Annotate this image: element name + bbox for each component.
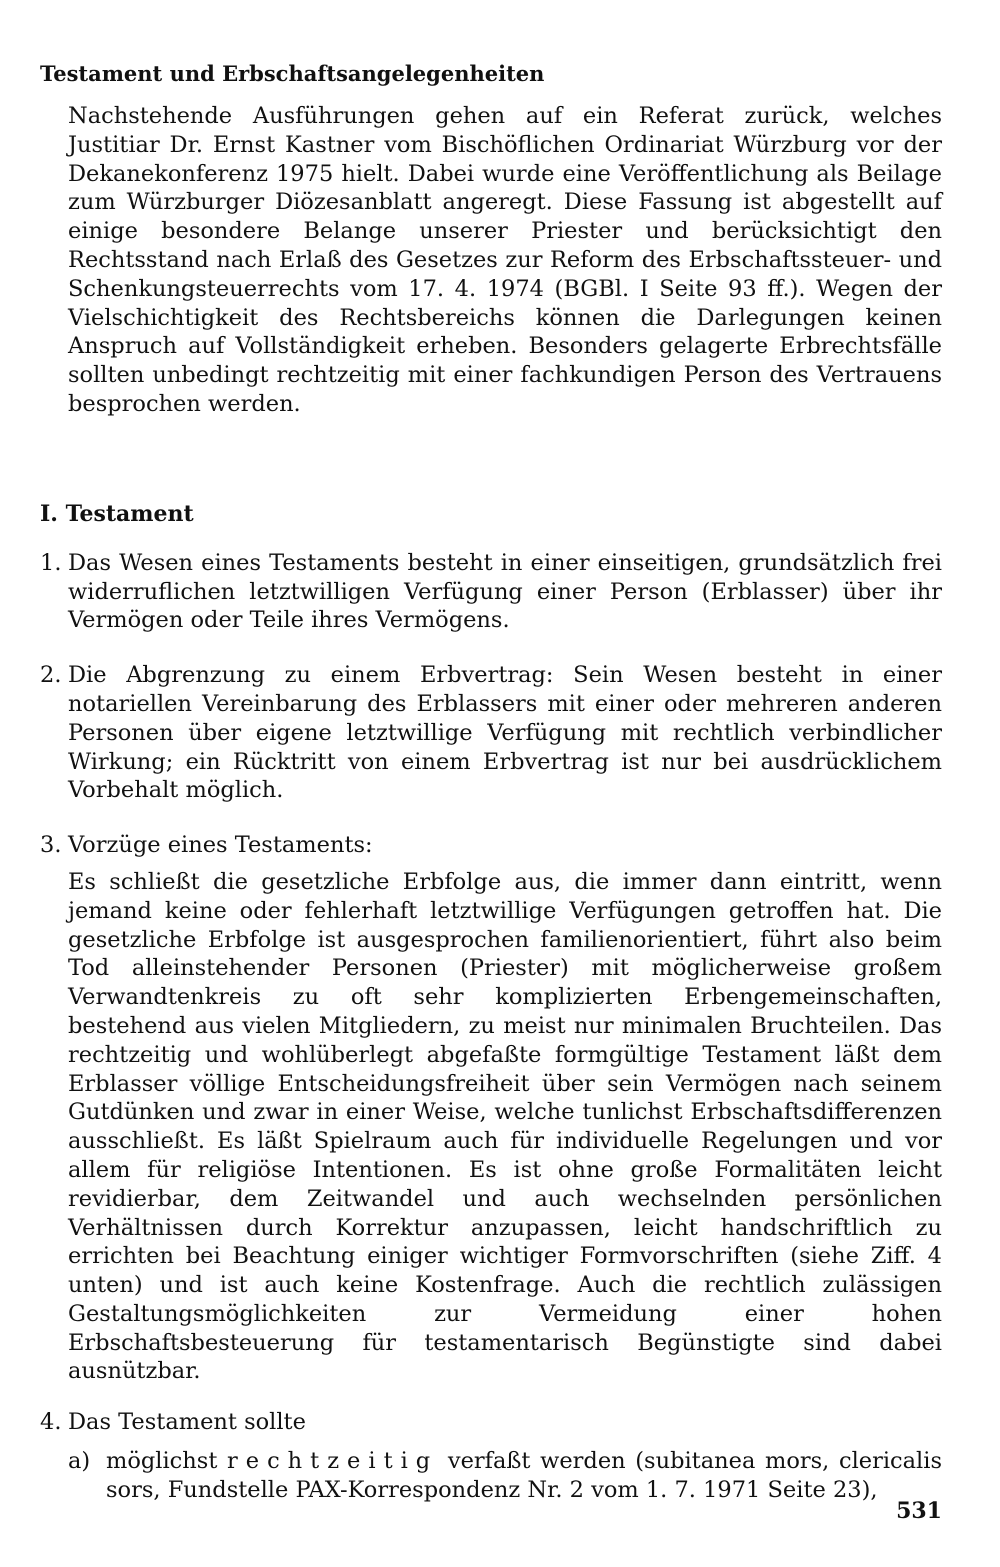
- item-number: 1.: [40, 549, 62, 576]
- intro-paragraph: Nachstehende Ausführungen gehen auf ein Referat zurück, welches Justitiar Dr. Ernst Kastner vom Bischöflichen Ordinariat Würzburg vor der Dekanekonferenz 1975 hielt. Dabei wurde eine Veröffentlichung als Beilage zum Würzburger Diözesanblatt angeregt. Diese Fassung ist abgestellt auf einige besondere Belange unserer Priester und berücksichtigt den Rechtsstand nach Erlaß des Gesetzes zur Reform des Erbschaftssteuer- und Schenkungsteuerrechts vom 17. 4. 1974 (BGBl. I Seite 93 ff.). Wegen der Vielschichtigkeit des Rechtsbereichs können die Darlegungen keinen Anspruch auf Vollständigkeit erheben. Besonders gelagerte Erbrechtsfälle sollten unbedingt rechtzeitig mit einer fachkundigen Person des Vertrauens besprochen werden.: [68, 103, 942, 417]
- list-item-1: [40, 549, 942, 635]
- page-number: 531: [896, 1498, 942, 1524]
- item-number: 2.: [40, 662, 62, 689]
- list-item-3: [40, 831, 942, 860]
- section-title: Testament und Erbschaftsangelegenheiten: [40, 61, 545, 86]
- sub-item-text-spaced: rechtzeitig: [227, 1448, 439, 1475]
- sub-item-text-after: verfaßt werden (subitanea mors, clericalis sors, Fundstelle PAX-Korrespondenz Nr. 2 vom 1. 7. 1971 Seite 23),: [106, 1448, 942, 1503]
- sub-item-text-before: möglichst: [106, 1448, 227, 1475]
- item-3-body: [40, 868, 942, 1386]
- item-text: Das Testament sollte: [68, 1409, 306, 1436]
- heading-testament: [40, 499, 942, 529]
- heading-number: I.: [40, 500, 58, 527]
- item-text: Die Abgrenzung zu einem Erbvertrag: Sein Wesen besteht in einer notariellen Vereinbarung des Erblassers mit einer oder mehreren anderen Personen über eigene letztwillige Verfügung mit rechtlich verbindlicher Wirkung; ein Rücktritt von einem Erbvertrag ist nur bei ausdrücklichem Vorbehalt möglich.: [68, 662, 942, 804]
- heading-text: Testament: [65, 500, 194, 527]
- sub-item-letter: a): [68, 1448, 91, 1475]
- item-number: 4.: [40, 1409, 62, 1436]
- item-text: Vorzüge eines Testaments:: [68, 832, 373, 859]
- item-text: Das Wesen eines Testaments besteht in einer einseitigen, grundsätzlich frei widerruflichen letztwilligen Verfügung einer Person (Erblasser) über ihr Vermögen oder Teile ihres Vermögens.: [68, 549, 942, 634]
- item-number: 3.: [40, 832, 62, 859]
- sub-item-text: [106, 1447, 942, 1505]
- item-3-paragraph: Es schließt die gesetzliche Erbfolge aus, die immer dann eintritt, wenn jemand keine oder fehlerhaft letztwillige Verfügungen getroffen hat. Die gesetzliche Erbfolge ist ausgesprochen familienorientiert, führt also beim Tod alleinstehender Personen (Priester) mit möglicherweise großem Verwandtenkreis zu oft sehr komplizierten Erbengemeinschaften, bestehend aus vielen Mitgliedern, zu meist nur minimalen Bruchteilen. Das rechtzeitig und wohlüberlegt abgefaßte formgültige Testament läßt dem Erblasser völlige Entscheidungsfreiheit über sein Vermögen nach seinem Gutdünken und zwar in einer Weise, welche tunlichst Erbschaftsdifferenzen ausschließt. Es läßt Spielraum auch für individuelle Regelungen und vor allem für religiöse Intentionen. Es ist ohne große Formalitäten leicht revidierbar, dem Zeitwandel und auch wechselnden persönlichen Verhältnissen durch Korrektur anzupassen, leicht handschriftlich zu errichten bei Beachtung einiger wichtiger Formvorschriften (siehe Ziff. 4 unten) und ist auch keine Kostenfrage. Auch die rechtlich zulässigen Gestaltungsmöglichkeiten zur Vermeidung einer hohen Erbschaftsbesteuerung für testamentarisch Begünstigte sind dabei ausnützbar.: [68, 868, 942, 1385]
- list-item-4: [40, 1408, 942, 1437]
- sub-item-a: [40, 1447, 942, 1505]
- list-item-2: [40, 661, 942, 805]
